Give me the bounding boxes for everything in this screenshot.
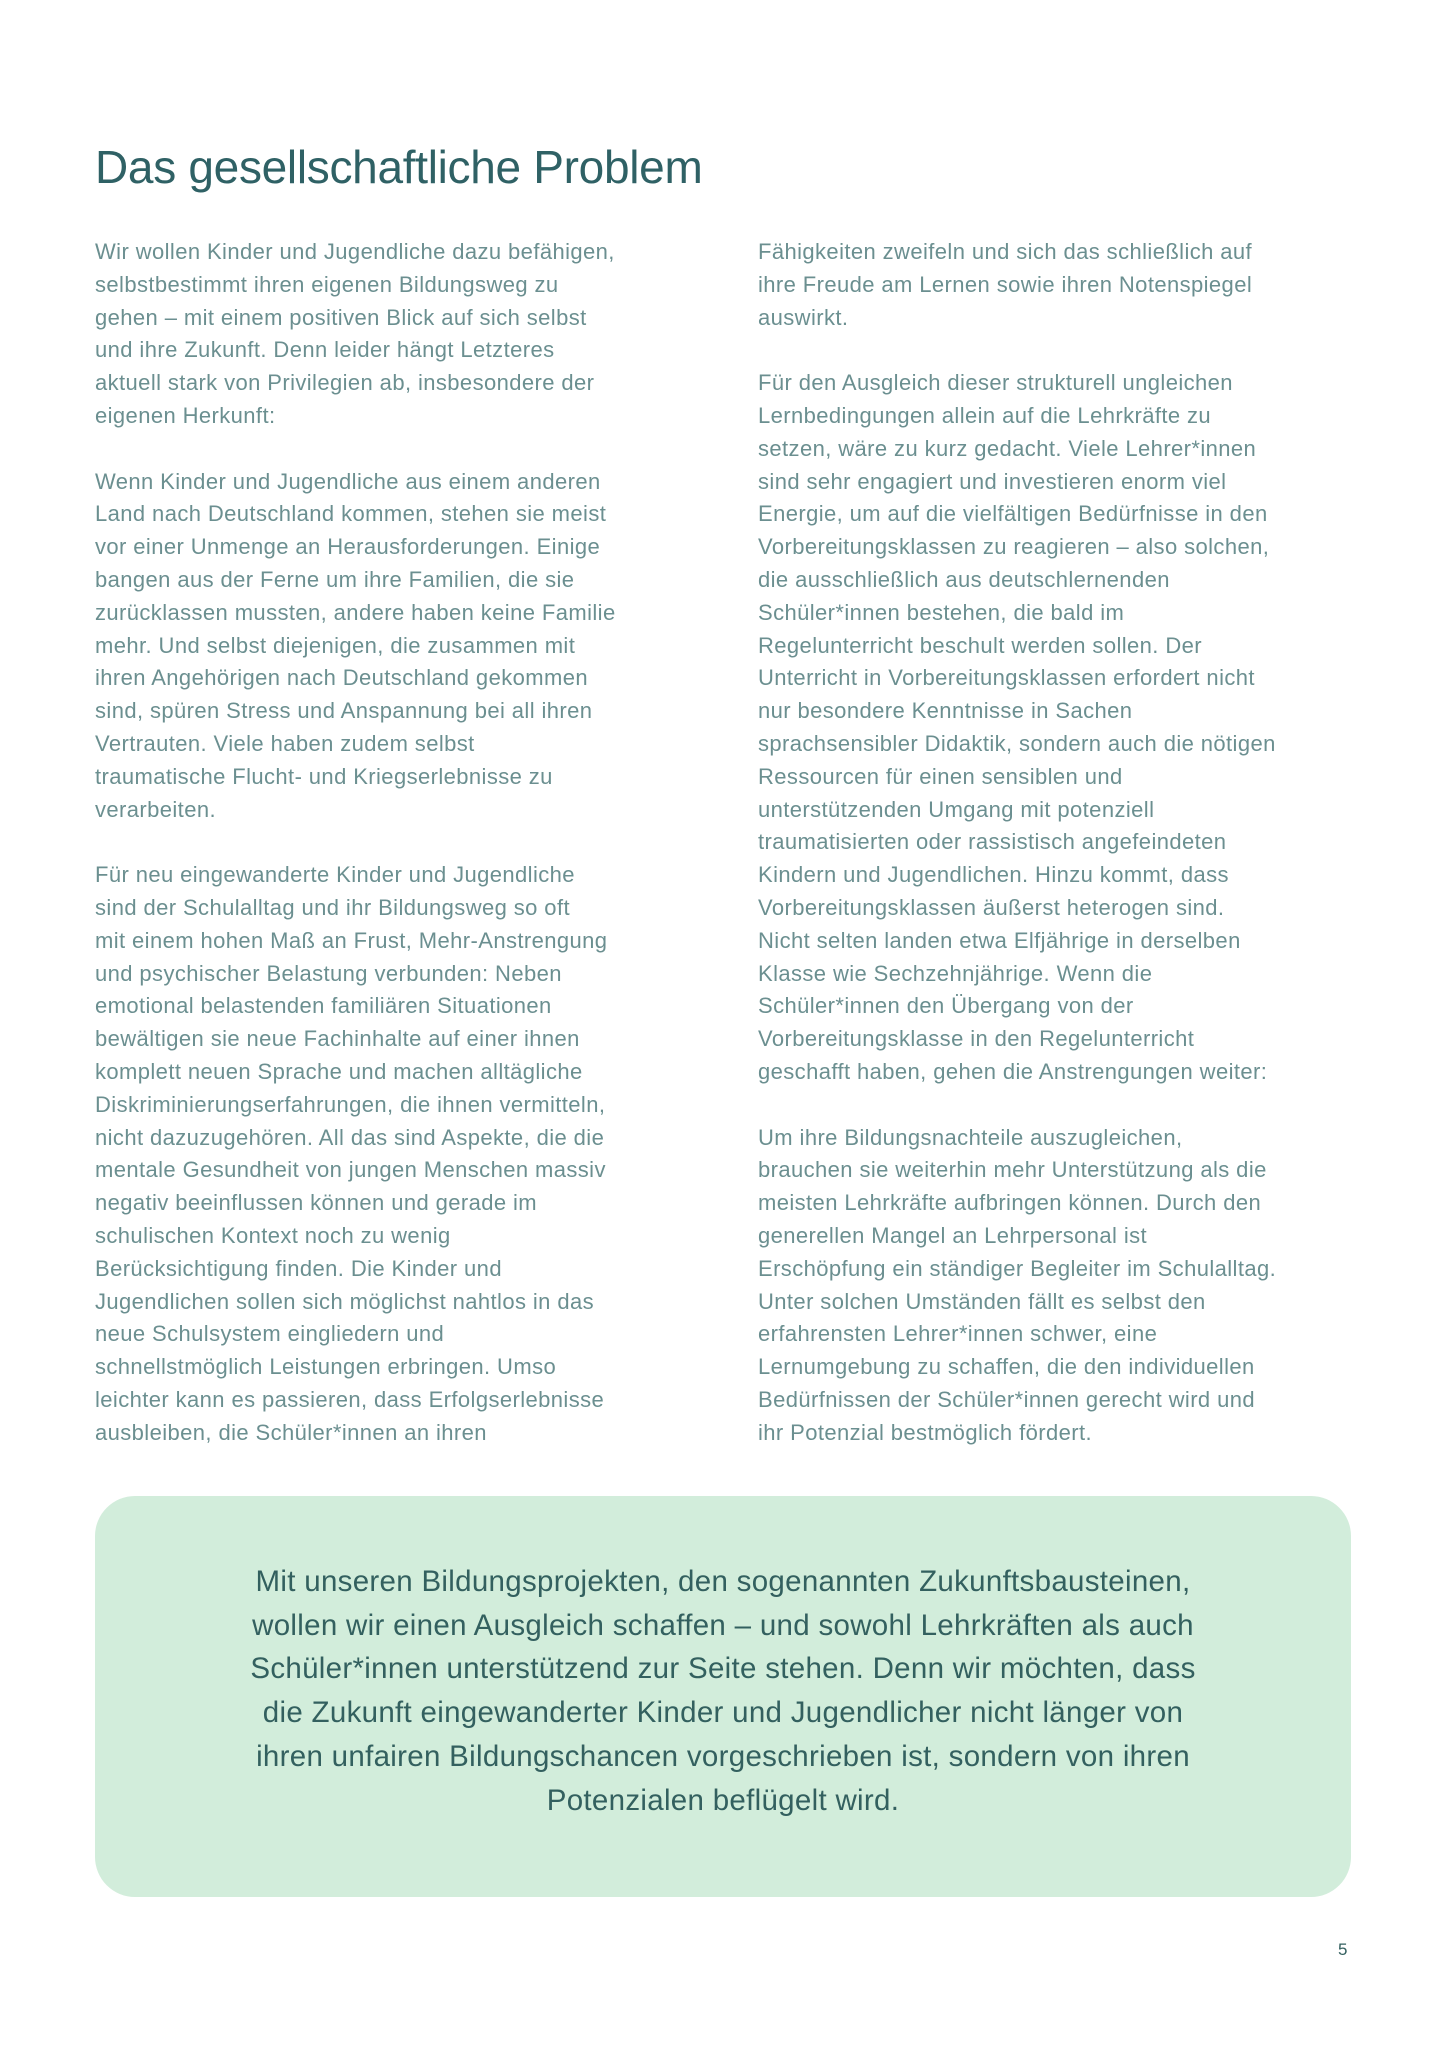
text-line: nicht dazuzugehören. All das sind Aspekte, die die: [95, 1124, 605, 1150]
text-line: Land nach Deutschland kommen, stehen sie meist: [95, 501, 607, 527]
text-line: leichter kann es passieren, dass Erfolgserlebnisse: [95, 1386, 605, 1412]
text-line: bangen aus der Ferne um ihre Familien, die sie: [95, 566, 575, 592]
paragraph: [758, 236, 1378, 334]
quote-line: Schüler*innen unterstützend zur Seite stehen. Denn wir möchten, dass: [250, 1652, 1196, 1686]
text-line: Vorbereitungsklasse in den Regelunterricht: [758, 1026, 1195, 1052]
text-line: generellen Mangel an Lehrpersonal ist: [758, 1222, 1148, 1248]
text-line: Wenn Kinder und Jugendliche aus einem anderen: [95, 468, 601, 494]
text-line: Wir wollen Kinder und Jugendliche dazu befähigen,: [95, 239, 615, 264]
text-line: bewältigen sie neue Fachinhalte auf einer ihnen: [95, 1026, 580, 1052]
text-line: gehen – mit einem positiven Blick auf sich selbst: [95, 304, 587, 330]
text-line: nur besondere Kenntnisse in Sachen: [758, 698, 1133, 724]
text-line: Schüler*innen bestehen, die bald im: [758, 599, 1125, 625]
text-line: Energie, um auf die vielfältigen Bedürfnisse in den: [758, 501, 1268, 527]
quote-text: [95, 1560, 1351, 1822]
text-line: setzen, wäre zu kurz gedacht. Viele Lehrer*innen: [758, 435, 1257, 461]
text-line: schnellstmöglich Leistungen erbringen. Umso: [95, 1354, 557, 1380]
text-line: Um ihre Bildungsnachteile auszugleichen,: [758, 1124, 1183, 1150]
text-line: Klasse wie Sechzehnjährige. Wenn die: [758, 960, 1153, 986]
page-number: 5: [1338, 1940, 1348, 1959]
paragraph: [95, 859, 715, 1449]
text-line: Jugendlichen sollen sich möglichst nahtlos in das: [95, 1288, 594, 1314]
right-column: [758, 236, 1378, 1482]
text-line: negativ beeinflussen können und gerade im: [95, 1190, 538, 1216]
text-line: traumatische Flucht- und Kriegserlebnisse zu: [95, 763, 553, 789]
text-line: Fähigkeiten zweifeln und sich das schließlich auf: [758, 239, 1253, 264]
quote-line: Mit unseren Bildungsprojekten, den sogenannten Zukunftsbausteinen,: [255, 1565, 1191, 1598]
text-line: Bedürfnissen der Schüler*innen gerecht wird und: [758, 1386, 1255, 1412]
text-line: Nicht selten landen etwa Elfjährige in derselben: [758, 927, 1241, 953]
page-title: Das gesellschaftliche Problem: [95, 141, 703, 193]
left-column: [95, 236, 715, 1482]
quote-line: wollen wir einen Ausgleich schaffen – und sowohl Lehrkräften als auch: [252, 1608, 1194, 1642]
text-line: mit einem hohen Maß an Frust, Mehr-Anstrengung: [95, 927, 608, 953]
quote-line: die Zukunft eingewanderter Kinder und Jugendlicher nicht länger von: [262, 1696, 1184, 1730]
text-line: traumatisierten oder rassistisch angefeindeten: [758, 829, 1227, 855]
text-line: zurücklassen mussten, andere haben keine Familie: [95, 599, 616, 625]
text-line: Lernbedingungen allein auf die Lehrkräfte zu: [758, 402, 1212, 428]
text-line: unterstützenden Umgang mit potenziell: [758, 796, 1155, 822]
text-line: Vorbereitungsklassen äußerst heterogen sind.: [758, 894, 1225, 920]
text-line: Unter solchen Umständen fällt es selbst den: [758, 1288, 1206, 1314]
text-line: Für neu eingewanderte Kinder und Jugendliche: [95, 862, 575, 888]
text-line: meisten Lehrkräfte aufbringen können. Durch den: [758, 1190, 1262, 1216]
quote-line: ihren unfairen Bildungschancen vorgeschrieben ist, sondern von ihren: [256, 1739, 1190, 1773]
text-line: verarbeiten.: [95, 796, 216, 822]
text-line: Vorbereitungsklassen zu reagieren – also solchen,: [758, 534, 1270, 560]
text-line: mentale Gesundheit von jungen Menschen massiv: [95, 1157, 606, 1183]
text-line: Regelunterricht beschult werden sollen. Der: [758, 632, 1202, 658]
text-line: vor einer Unmenge an Herausforderungen. Einige: [95, 534, 601, 560]
text-line: selbstbestimmt ihren eigenen Bildungsweg zu: [95, 271, 559, 297]
text-line: Berücksichtigung finden. Die Kinder und: [95, 1255, 502, 1281]
paragraph: [758, 367, 1378, 1089]
text-line: sind sehr engagiert und investieren enorm viel: [758, 468, 1227, 494]
text-line: auswirkt.: [758, 304, 849, 330]
text-line: Erschöpfung ein ständiger Begleiter im Schulalltag.: [758, 1255, 1277, 1281]
quote-line: Potenzialen beflügelt wird.: [546, 1783, 900, 1817]
text-line: sprachsensibler Didaktik, sondern auch die nötigen: [758, 730, 1276, 756]
text-line: und ihre Zukunft. Denn leider hängt Letzteres: [95, 337, 555, 363]
text-line: neue Schulsystem eingliedern und: [95, 1321, 445, 1347]
text-line: schulischen Kontext noch zu wenig: [95, 1222, 451, 1248]
text-line: und psychischer Belastung verbunden: Neben: [95, 960, 562, 986]
text-line: Ressourcen für einen sensiblen und: [758, 763, 1123, 789]
paragraph: [95, 236, 715, 433]
text-line: emotional belastenden familiären Situationen: [95, 993, 552, 1019]
text-line: erfahrensten Lehrer*innen schwer, eine: [758, 1321, 1158, 1347]
text-line: ihre Freude am Lernen sowie ihren Notenspiegel: [758, 271, 1253, 297]
quote-box: [95, 1496, 1351, 1897]
text-line: Schüler*innen den Übergang von der: [758, 993, 1134, 1019]
text-line: Für den Ausgleich dieser strukturell ungleichen: [758, 370, 1233, 396]
text-line: mehr. Und selbst diejenigen, die zusammen mit: [95, 632, 576, 658]
text-line: sind der Schulalltag und ihr Bildungsweg so oft: [95, 894, 570, 920]
text-line: Lernumgebung zu schaffen, die den individuellen: [758, 1354, 1255, 1380]
text-line: komplett neuen Sprache und machen alltägliche: [95, 1058, 583, 1084]
text-line: Kindern und Jugendlichen. Hinzu kommt, dass: [758, 862, 1229, 888]
text-line: ihr Potenzial bestmöglich fördert.: [758, 1419, 1092, 1445]
paragraph: [758, 1122, 1378, 1450]
text-line: die ausschließlich aus deutschlernenden: [758, 566, 1170, 592]
text-line: aktuell stark von Privilegien ab, insbesondere der: [95, 370, 595, 396]
text-line: Unterricht in Vorbereitungsklassen erfordert nicht: [758, 665, 1255, 691]
text-line: ausbleiben, die Schüler*innen an ihren: [95, 1419, 487, 1445]
text-line: Diskriminierungserfahrungen, die ihnen vermitteln,: [95, 1091, 606, 1117]
text-line: Vertrauten. Viele haben zudem selbst: [95, 730, 475, 756]
text-line: eigenen Herkunft:: [95, 402, 276, 428]
text-line: brauchen sie weiterhin mehr Unterstützung als die: [758, 1157, 1267, 1183]
text-line: geschafft haben, gehen die Anstrengungen weiter:: [758, 1058, 1268, 1084]
text-line: ihren Angehörigen nach Deutschland gekommen: [95, 665, 588, 691]
paragraph: [95, 466, 715, 827]
text-line: sind, spüren Stress und Anspannung bei all ihren: [95, 698, 593, 724]
